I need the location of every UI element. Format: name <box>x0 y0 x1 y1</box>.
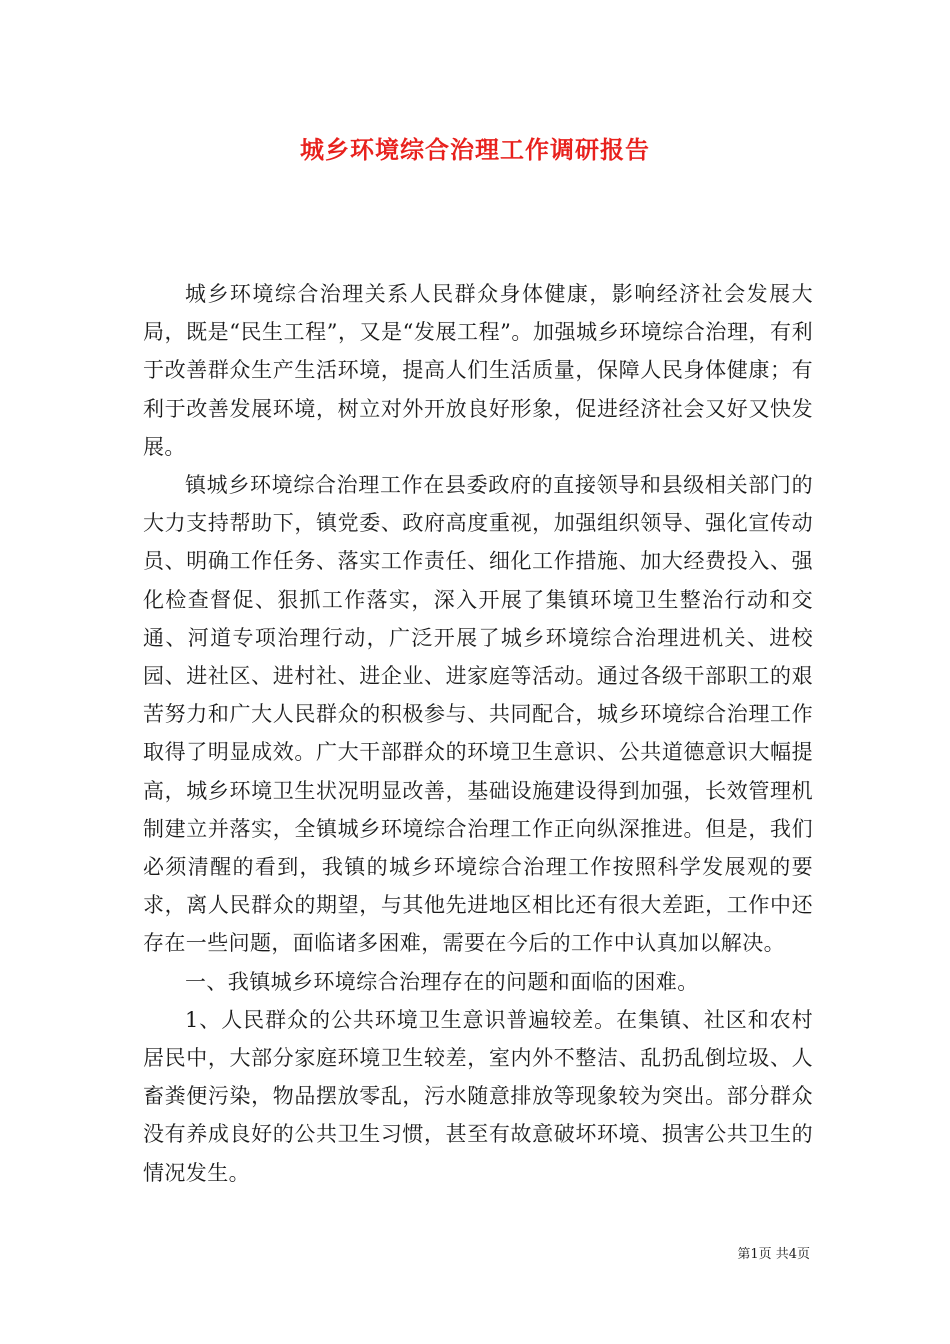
document-body <box>143 275 813 1192</box>
paragraph-intro: 城乡环境综合治理关系人民群众身体健康，影响经济社会发展大局，既是“民生工程”，又是“发展工程”。加强城乡环境综合治理，有利于改善群众生产生活环境，提高人们生活质量，保障人民身体健康；有利于改善发展环境，树立对外开放良好形象，促进经济社会又好又快发展。 <box>143 282 813 459</box>
paragraph-overview: 镇城乡环境综合治理工作在县委政府的直接领导和县级相关部门的大力支持帮助下，镇党委、政府高度重视，加强组织领导、强化宣传动员、明确工作任务、落实工作责任、细化工作措施、加大经费投入、强化检查督促、狠抓工作落实，深入开展了集镇环境卫生整治行动和交通、河道专项治理行动，广泛开展了城乡环境综合治理进机关、进校园、进社区、进村社、进企业、进家庭等活动。通过各级干部职工的艰苦努力和广大人民群众的积极参与、共同配合，城乡环境综合治理工作取得了明显成效。广大干部群众的环境卫生意识、公共道德意识大幅提高，城乡环境卫生状况明显改善，基础设施建设得到加强，长效管理机制建立并落实，全镇城乡环境综合治理工作正向纵深推进。但是，我们必须清醒的看到，我镇的城乡环境综合治理工作按照科学发展观的要求，离人民群众的期望，与其他先进地区相比还有很大差距，工作中还存在一些问题，面临诸多困难，需要在今后的工作中认真加以解决。 <box>143 473 813 956</box>
document-title: 城乡环境综合治理工作调研报告 <box>300 135 650 164</box>
section-heading-problems: 一、我镇城乡环境综合治理存在的问题和面临的困难。 <box>185 969 699 994</box>
page-number: 第1页 共4页 <box>737 1247 810 1262</box>
paragraph-item-1: 1、人民群众的公共环境卫生意识普遍较差。在集镇、社区和农村居民中，大部分家庭环境卫生较差，室内外不整洁、乱扔乱倒垃圾、人畜粪便污染，物品摆放零乱，污水随意排放等现象较为突出。部分群众没有养成良好的公共卫生习惯，甚至有故意破坏环境、损害公共卫生的情况发生。 <box>143 1007 813 1185</box>
